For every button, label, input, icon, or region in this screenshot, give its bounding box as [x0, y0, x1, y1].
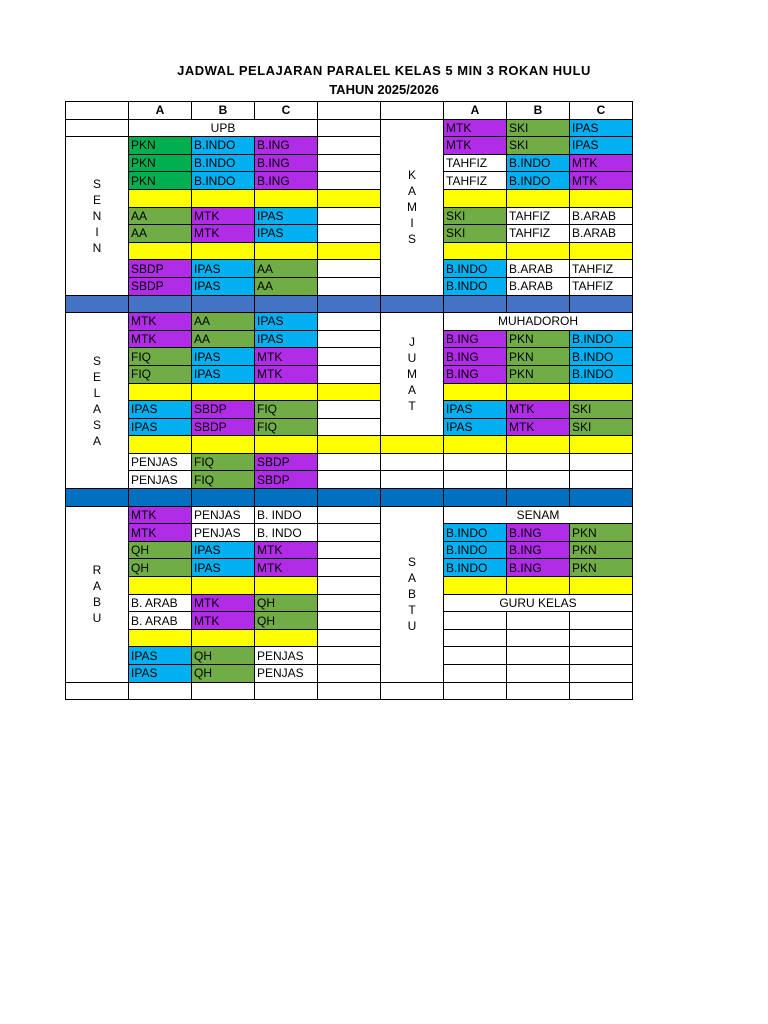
schedule-cell: B.INDO	[192, 172, 255, 190]
schedule-cell: PKN	[129, 172, 192, 190]
schedule-cell: FIQ	[129, 365, 192, 383]
break-cell	[444, 436, 507, 454]
schedule-cell: IPAS	[192, 260, 255, 278]
empty-cell	[318, 154, 381, 172]
separator-cell	[129, 295, 192, 313]
schedule-cell: QH	[192, 665, 255, 683]
schedule-cell: TAHFIZ	[570, 277, 633, 295]
schedule-cell	[129, 436, 192, 454]
empty-cell	[129, 682, 192, 700]
schedule-cell	[507, 242, 570, 260]
schedule-cell: FIQ	[129, 348, 192, 366]
table-row	[66, 612, 633, 630]
schedule-cell: IPAS	[570, 119, 633, 137]
empty-cell	[318, 102, 381, 120]
empty-cell	[444, 612, 507, 630]
table-row	[66, 594, 633, 612]
schedule-cell	[129, 577, 192, 595]
empty-cell	[255, 682, 318, 700]
empty-cell	[444, 471, 507, 489]
schedule-cell: PKN	[129, 154, 192, 172]
schedule-cell: B.INDO	[444, 559, 507, 577]
table-row	[66, 471, 633, 489]
table-row	[66, 172, 633, 190]
schedule-cell: IPAS	[192, 348, 255, 366]
table-row	[66, 647, 633, 665]
schedule-cell: TAHFIZ	[444, 154, 507, 172]
header-class-b: B	[507, 102, 570, 120]
empty-cell	[318, 453, 381, 471]
break-cell	[570, 436, 633, 454]
schedule-cell: MTK	[255, 348, 318, 366]
empty-cell	[381, 453, 444, 471]
schedule-cell: PENJAS	[192, 506, 255, 524]
schedule-cell: FIQ	[192, 471, 255, 489]
schedule-cell: SBDP	[129, 277, 192, 295]
break-cell	[570, 577, 633, 595]
schedule-cell	[255, 242, 318, 260]
table-row	[66, 189, 633, 207]
table-row	[66, 541, 633, 559]
empty-cell	[444, 629, 507, 647]
schedule-cell: QH	[192, 647, 255, 665]
schedule-year: TAHUN 2025/2026	[329, 82, 439, 97]
break-cell	[318, 383, 381, 401]
empty-cell	[318, 365, 381, 383]
table-row	[66, 207, 633, 225]
schedule-cell: SKI	[507, 137, 570, 155]
table-row	[66, 277, 633, 295]
break-cell	[318, 436, 381, 454]
table-row	[66, 137, 633, 155]
header-class-c: C	[255, 102, 318, 120]
schedule-cell: B.ARAB	[570, 207, 633, 225]
table-row	[66, 418, 633, 436]
schedule-cell: B.INDO	[192, 154, 255, 172]
schedule-cell: IPAS	[255, 207, 318, 225]
schedule-cell: B.ARAB	[507, 277, 570, 295]
break-cell	[444, 577, 507, 595]
separator-cell	[318, 295, 381, 313]
schedule-cell: AA	[255, 277, 318, 295]
separator-cell	[66, 489, 129, 507]
schedule-cell: B.INDO	[444, 277, 507, 295]
day-kamis-text: K A M I S	[407, 168, 417, 247]
schedule-cell	[444, 242, 507, 260]
schedule-cell	[192, 629, 255, 647]
empty-cell	[570, 471, 633, 489]
break-cell	[381, 436, 444, 454]
schedule-cell: MTK	[255, 541, 318, 559]
schedule-cell: AA	[192, 330, 255, 348]
schedule-cell: B. ARAB	[129, 612, 192, 630]
schedule-cell: SKI	[570, 401, 633, 419]
schedule-cell: FIQ	[255, 401, 318, 419]
empty-cell	[507, 665, 570, 683]
table-row	[66, 242, 633, 260]
empty-cell	[318, 612, 381, 630]
schedule-cell: SKI	[444, 207, 507, 225]
empty-cell	[318, 348, 381, 366]
schedule-cell: IPAS	[192, 559, 255, 577]
empty-cell	[318, 524, 381, 542]
schedule-cell: MTK	[255, 559, 318, 577]
schedule-cell: PKN	[507, 330, 570, 348]
empty-cell	[318, 172, 381, 190]
table-row	[66, 365, 633, 383]
schedule-cell	[570, 189, 633, 207]
separator-cell	[192, 489, 255, 507]
empty-cell	[570, 453, 633, 471]
empty-cell	[318, 207, 381, 225]
schedule-cell	[192, 242, 255, 260]
empty-cell	[381, 682, 444, 700]
empty-cell	[381, 102, 444, 120]
empty-cell	[570, 612, 633, 630]
table-row	[66, 260, 633, 278]
schedule-cell: MTK	[192, 594, 255, 612]
schedule-cell: SBDP	[192, 418, 255, 436]
schedule-cell: IPAS	[255, 313, 318, 331]
empty-cell	[507, 682, 570, 700]
schedule-cell	[129, 383, 192, 401]
day-rabu	[66, 506, 129, 682]
schedule-cell: SBDP	[255, 453, 318, 471]
schedule-cell: SBDP	[255, 471, 318, 489]
table-row	[66, 629, 633, 647]
schedule-cell: AA	[192, 313, 255, 331]
schedule-cell: IPAS	[192, 541, 255, 559]
schedule-cell: B.INDO	[570, 348, 633, 366]
schedule-cell	[255, 629, 318, 647]
day-senin	[66, 137, 129, 295]
empty-cell	[318, 647, 381, 665]
empty-cell	[507, 647, 570, 665]
separator-cell	[444, 295, 507, 313]
separator-cell	[318, 489, 381, 507]
schedule-cell: MTK	[507, 401, 570, 419]
table-row	[66, 436, 633, 454]
day-sabtu-text: S A B T U	[407, 555, 417, 634]
empty-cell	[318, 137, 381, 155]
schedule-cell: PKN	[570, 524, 633, 542]
schedule-cell: TAHFIZ	[507, 225, 570, 243]
corner-cell	[66, 102, 129, 120]
schedule-cell: MTK	[570, 154, 633, 172]
schedule-cell: PENJAS	[255, 647, 318, 665]
schedule-cell: B.ING	[507, 524, 570, 542]
schedule-cell: PKN	[507, 348, 570, 366]
schedule-cell: MTK	[444, 119, 507, 137]
schedule-cell: MTK	[192, 225, 255, 243]
schedule-cell: B.ING	[507, 541, 570, 559]
schedule-cell: IPAS	[192, 277, 255, 295]
schedule-cell: FIQ	[255, 418, 318, 436]
day-jumat-text: J U M A T	[407, 335, 417, 414]
table-row	[66, 524, 633, 542]
table-row	[66, 453, 633, 471]
schedule-cell: PKN	[129, 137, 192, 155]
schedule-cell: B.INDO	[444, 541, 507, 559]
separator-cell	[66, 295, 129, 313]
schedule-cell: B.ING	[255, 154, 318, 172]
empty-cell	[318, 225, 381, 243]
schedule-cell	[255, 383, 318, 401]
schedule-cell: IPAS	[192, 365, 255, 383]
schedule-cell: MTK	[192, 207, 255, 225]
empty-cell	[318, 313, 381, 331]
table-row	[66, 401, 633, 419]
schedule-cell: QH	[255, 612, 318, 630]
schedule-cell: B.INDO	[570, 365, 633, 383]
header-class-b: B	[192, 102, 255, 120]
schedule-cell: SBDP	[192, 401, 255, 419]
table-row	[66, 330, 633, 348]
schedule-cell	[129, 242, 192, 260]
schedule-cell: IPAS	[129, 418, 192, 436]
schedule-cell: SKI	[570, 418, 633, 436]
empty-cell	[570, 629, 633, 647]
schedule-cell: B.INDO	[570, 330, 633, 348]
table-row	[66, 577, 633, 595]
table-row	[66, 559, 633, 577]
separator-cell	[570, 489, 633, 507]
guru-kelas-label: GURU KELAS	[444, 594, 633, 612]
schedule-cell: TAHFIZ	[570, 260, 633, 278]
schedule-cell: B.ARAB	[570, 225, 633, 243]
empty-cell	[507, 629, 570, 647]
schedule-cell: IPAS	[129, 647, 192, 665]
separator-cell	[570, 295, 633, 313]
schedule-cell: B.ING	[444, 330, 507, 348]
empty-cell	[570, 682, 633, 700]
schedule-cell: PENJAS	[255, 665, 318, 683]
schedule-cell: MTK	[129, 506, 192, 524]
day-selasa	[66, 313, 129, 489]
schedule-cell	[507, 189, 570, 207]
schedule-cell: PENJAS	[192, 524, 255, 542]
schedule-cell	[255, 436, 318, 454]
schedule-cell: MTK	[129, 313, 192, 331]
empty-cell	[318, 559, 381, 577]
schedule-cell	[507, 383, 570, 401]
break-cell	[318, 189, 381, 207]
schedule-cell	[192, 383, 255, 401]
schedule-cell	[570, 242, 633, 260]
separator-cell	[255, 295, 318, 313]
senam-label: SENAM	[444, 506, 633, 524]
schedule-cell: B.ING	[255, 172, 318, 190]
schedule-cell: B.ARAB	[507, 260, 570, 278]
separator-row	[66, 489, 633, 507]
empty-cell	[381, 471, 444, 489]
schedule-cell	[129, 629, 192, 647]
table-row	[66, 313, 633, 331]
schedule-cell: PKN	[570, 559, 633, 577]
schedule-cell: MTK	[129, 330, 192, 348]
schedule-cell	[570, 383, 633, 401]
schedule-cell: QH	[255, 594, 318, 612]
schedule-cell	[129, 189, 192, 207]
schedule-cell: IPAS	[570, 137, 633, 155]
schedule-cell: B. INDO	[255, 524, 318, 542]
schedule-cell: B. ARAB	[129, 594, 192, 612]
schedule-cell: QH	[129, 541, 192, 559]
schedule-cell: B. INDO	[255, 506, 318, 524]
day-senin-text: S E N I N	[92, 176, 102, 255]
table-row	[66, 119, 633, 137]
empty-cell	[507, 612, 570, 630]
day-jumat	[381, 313, 444, 436]
schedule-cell: MTK	[192, 612, 255, 630]
day-kamis	[381, 119, 444, 295]
schedule-cell: SKI	[507, 119, 570, 137]
upb-label: UPB	[129, 119, 318, 137]
schedule-cell: TAHFIZ	[444, 172, 507, 190]
header-row	[66, 102, 633, 120]
break-cell	[507, 436, 570, 454]
header-class-a: A	[444, 102, 507, 120]
header-class-a: A	[129, 102, 192, 120]
schedule-cell: FIQ	[192, 453, 255, 471]
schedule-cell: PKN	[570, 541, 633, 559]
empty-cell	[318, 260, 381, 278]
schedule-cell: B.ING	[444, 348, 507, 366]
separator-cell	[129, 489, 192, 507]
empty-cell	[318, 277, 381, 295]
empty-cell	[318, 119, 381, 137]
empty-cell	[318, 506, 381, 524]
day-rabu-text: R A B U	[92, 563, 102, 626]
schedule-title-text: JADWAL PELAJARAN PARALEL KELAS 5 MIN 3 ROKAN HULU	[177, 63, 591, 76]
separator-cell	[507, 489, 570, 507]
empty-cell	[507, 471, 570, 489]
schedule-cell	[192, 577, 255, 595]
schedule-cell: SKI	[444, 225, 507, 243]
schedule-cell: PENJAS	[129, 471, 192, 489]
empty-cell	[318, 330, 381, 348]
empty-cell	[318, 541, 381, 559]
separator-cell	[444, 489, 507, 507]
schedule-cell	[444, 189, 507, 207]
schedule-cell: IPAS	[129, 401, 192, 419]
schedule-cell	[192, 436, 255, 454]
empty-cell	[318, 401, 381, 419]
schedule-cell: B.INDO	[444, 260, 507, 278]
schedule-cell	[192, 189, 255, 207]
muhadoroh-label: MUHADOROH	[444, 313, 633, 331]
break-cell	[507, 577, 570, 595]
day-sabtu	[381, 506, 444, 682]
schedule-cell: SBDP	[129, 260, 192, 278]
schedule-cell: IPAS	[444, 401, 507, 419]
schedule-cell: B.ING	[507, 559, 570, 577]
empty-cell	[318, 418, 381, 436]
empty-cell	[318, 682, 381, 700]
schedule-cell: PENJAS	[129, 453, 192, 471]
schedule-cell: B.ING	[444, 365, 507, 383]
separator-cell	[381, 295, 444, 313]
table-row	[66, 383, 633, 401]
schedule-title	[0, 58, 768, 76]
separator-row	[66, 295, 633, 313]
schedule-cell: MTK	[255, 365, 318, 383]
schedule-cell: B.ING	[255, 137, 318, 155]
schedule-cell: MTK	[444, 137, 507, 155]
schedule-cell: IPAS	[255, 225, 318, 243]
empty-cell	[318, 471, 381, 489]
schedule-cell: IPAS	[444, 418, 507, 436]
day-selasa-text: S E L A S A	[92, 353, 101, 448]
empty-cell	[318, 577, 381, 595]
schedule-cell: MTK	[570, 172, 633, 190]
schedule-cell: AA	[129, 207, 192, 225]
separator-cell	[381, 489, 444, 507]
schedule-cell	[255, 189, 318, 207]
empty-cell	[66, 119, 129, 137]
separator-cell	[255, 489, 318, 507]
empty-cell	[318, 629, 381, 647]
table-row	[66, 665, 633, 683]
schedule-cell: AA	[129, 225, 192, 243]
table-row	[66, 348, 633, 366]
empty-cell	[444, 453, 507, 471]
schedule-cell: TAHFIZ	[507, 207, 570, 225]
empty-cell	[318, 594, 381, 612]
schedule-cell: MTK	[129, 524, 192, 542]
empty-cell	[444, 665, 507, 683]
schedule-cell: QH	[129, 559, 192, 577]
empty-cell	[444, 682, 507, 700]
schedule-cell: B.INDO	[192, 137, 255, 155]
empty-cell	[192, 682, 255, 700]
empty-cell	[444, 647, 507, 665]
table-row	[66, 506, 633, 524]
empty-cell	[66, 682, 129, 700]
break-cell	[318, 242, 381, 260]
separator-cell	[192, 295, 255, 313]
schedule-cell: B.INDO	[507, 172, 570, 190]
empty-cell	[318, 665, 381, 683]
schedule-table	[65, 101, 633, 700]
table-row	[66, 225, 633, 243]
empty-cell	[570, 647, 633, 665]
table-row	[66, 682, 633, 700]
header-class-c: C	[570, 102, 633, 120]
empty-cell	[570, 665, 633, 683]
schedule-cell: IPAS	[255, 330, 318, 348]
schedule-cell: MTK	[507, 418, 570, 436]
schedule-cell: B.INDO	[507, 154, 570, 172]
separator-cell	[507, 295, 570, 313]
schedule-cell	[444, 383, 507, 401]
schedule-cell: B.INDO	[444, 524, 507, 542]
schedule-cell: PKN	[507, 365, 570, 383]
table-row	[66, 154, 633, 172]
schedule-cell: AA	[255, 260, 318, 278]
empty-cell	[507, 453, 570, 471]
schedule-cell: IPAS	[129, 665, 192, 683]
schedule-cell	[255, 577, 318, 595]
